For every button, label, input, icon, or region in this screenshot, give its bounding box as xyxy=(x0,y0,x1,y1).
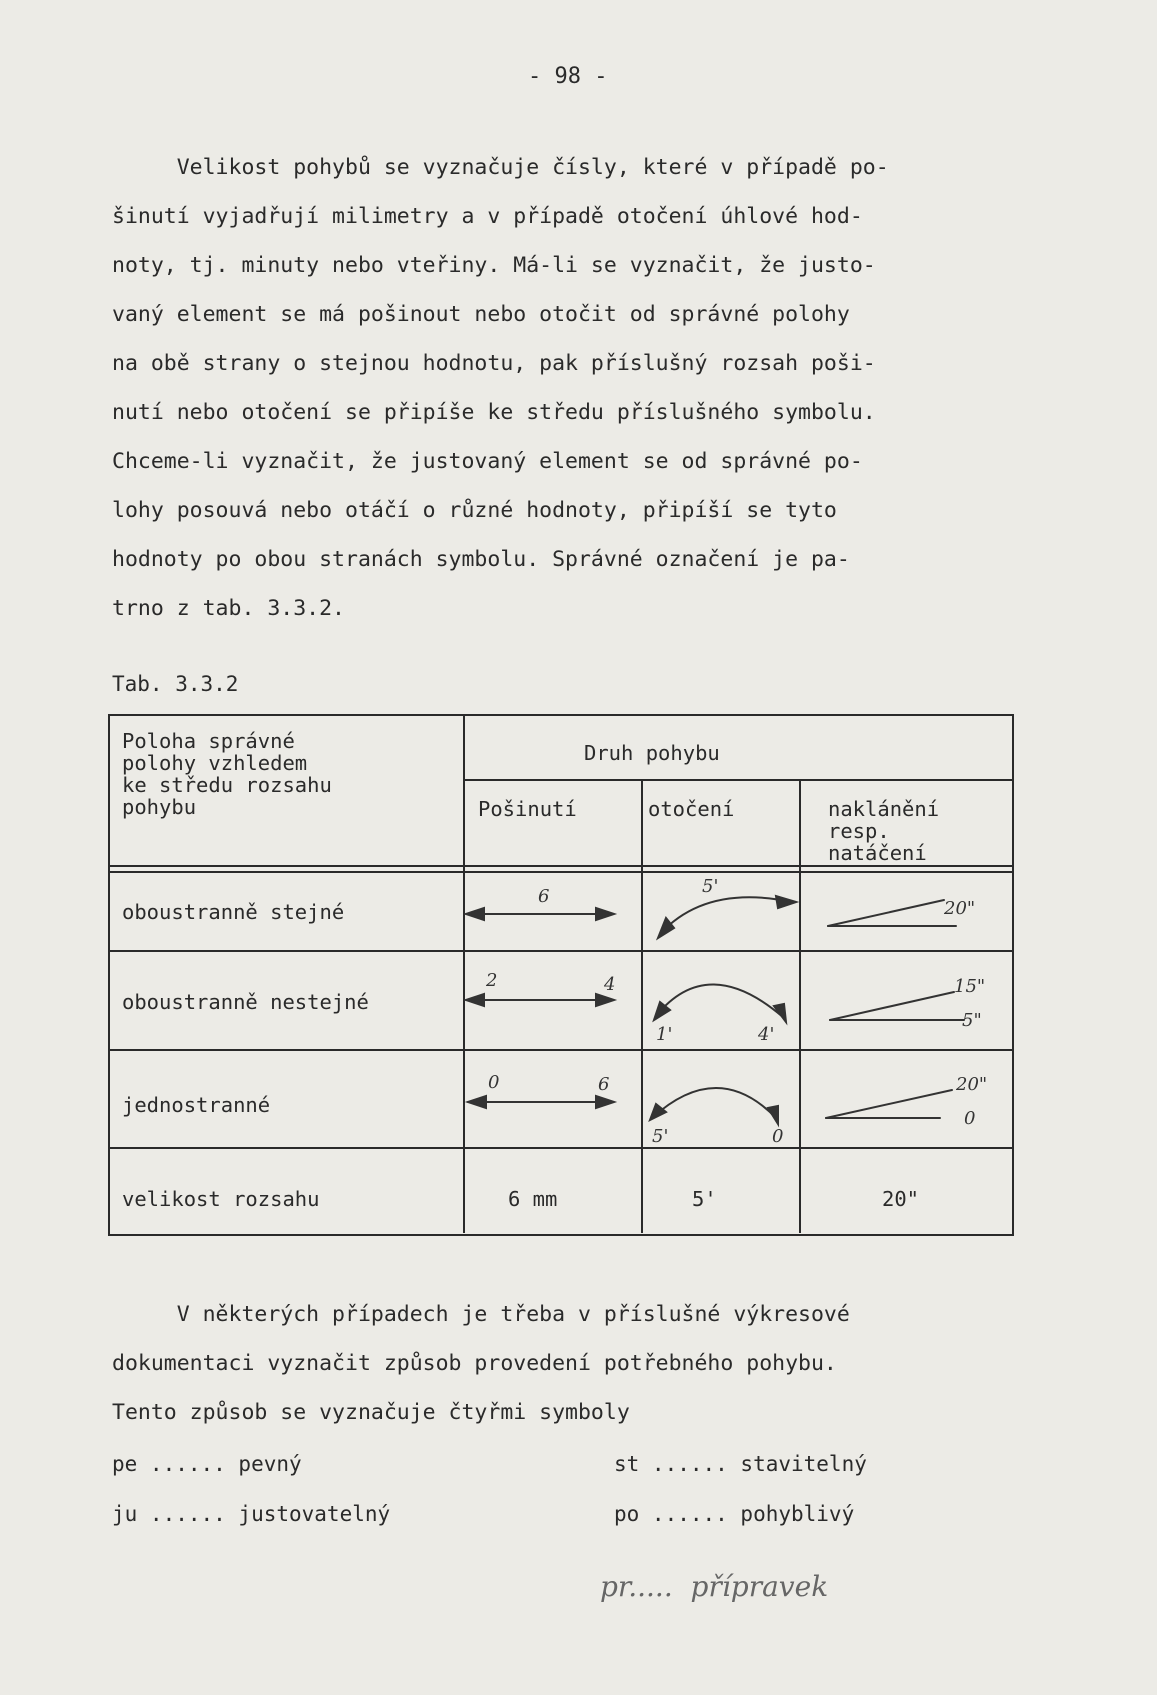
paragraph-1-line: lohy posouvá nebo otáčí o různé hodnoty, připíší se tyto xyxy=(112,498,837,523)
paragraph-1-line: noty, tj. minuty nebo vteřiny. Má-li se vyznačit, že justo- xyxy=(112,253,876,278)
legend-pe: pe ...... pevný xyxy=(112,1452,302,1476)
paragraph-2-line: V některých případech je třeba v příslušné výkresové xyxy=(112,1302,850,1327)
rotate-value: 5' xyxy=(652,1126,669,1147)
shift-value: 2 xyxy=(486,970,498,991)
paragraph-2-line: Tento způsob se vyznačuje čtyřmi symboly xyxy=(112,1400,630,1425)
header-position: Poloha správné polohy vzhledem ke středu rozsahu pohybu xyxy=(122,729,332,819)
header-tilt: naklánění resp. natáčení xyxy=(828,797,940,865)
paragraph-1-line: Velikost pohybů se vyznačuje čísly, které v případě po- xyxy=(112,155,889,180)
paragraph-2-line: dokumentaci vyznačit způsob provedení potřebného pohybu. xyxy=(112,1351,837,1376)
tilt-value: 0 xyxy=(964,1108,976,1129)
motion-table xyxy=(108,714,1016,1238)
paragraph-1-line: trno z tab. 3.3.2. xyxy=(112,596,345,621)
paragraph-1-line: nutí nebo otočení se připíše ke středu příslušného symbolu. xyxy=(112,400,876,425)
row-label: oboustranně nestejné xyxy=(122,990,369,1014)
row-label: jednostranné xyxy=(122,1093,271,1117)
rotate-value: 4' xyxy=(758,1024,775,1045)
tilt-value: 20" xyxy=(956,1074,988,1095)
header-motion-type: Druh pohybu xyxy=(584,741,720,765)
rotate-value: 5' xyxy=(702,876,719,897)
header-shift: Pošinutí xyxy=(478,797,577,821)
tilt-value: 15" xyxy=(954,976,986,997)
paragraph-1-line: hodnoty po obou stranách symbolu. Správné označení je pa- xyxy=(112,547,850,572)
paragraph-1-line: Chceme-li vyznačit, že justovaný element se od správné po- xyxy=(112,449,863,474)
shift-value: 4 xyxy=(604,974,616,995)
rotate-value: 0 xyxy=(772,1126,784,1147)
legend-st: st ...... stavitelný xyxy=(614,1452,867,1476)
paragraph-1 xyxy=(112,143,1032,633)
tilt-value: 5" xyxy=(962,1010,982,1031)
paragraph-1-line: vaný element se má pošinout nebo otočit od správné polohy xyxy=(112,302,850,327)
row-label: velikost rozsahu xyxy=(122,1187,320,1211)
page-number: - 98 - xyxy=(528,64,608,89)
row-label: oboustranně stejné xyxy=(122,900,345,924)
handwritten-note: pr..... přípravek xyxy=(600,1570,829,1603)
shift-value: 6 xyxy=(598,1074,610,1095)
tilt-size: 20" xyxy=(882,1187,920,1211)
paragraph-2 xyxy=(112,1290,1032,1437)
shift-size: 6 mm xyxy=(508,1187,558,1211)
shift-value: 6 xyxy=(538,886,550,907)
paragraph-1-line: na obě strany o stejnou hodnotu, pak příslušný rozsah poši- xyxy=(112,351,876,376)
arc-symbol xyxy=(660,897,792,934)
rotate-value: 1' xyxy=(656,1024,673,1045)
table-title: Tab. 3.3.2 xyxy=(112,672,239,696)
header-rotation: otočení xyxy=(648,797,735,821)
shift-value: 0 xyxy=(488,1072,500,1093)
rotate-size: 5' xyxy=(692,1187,717,1211)
legend-po: po ...... pohyblivý xyxy=(614,1502,855,1526)
legend-ju: ju ...... justovatelný xyxy=(112,1502,391,1526)
tilt-value: 20" xyxy=(944,898,976,919)
paragraph-1-line: šinutí vyjadřují milimetry a v případě otočení úhlové hod- xyxy=(112,204,863,229)
